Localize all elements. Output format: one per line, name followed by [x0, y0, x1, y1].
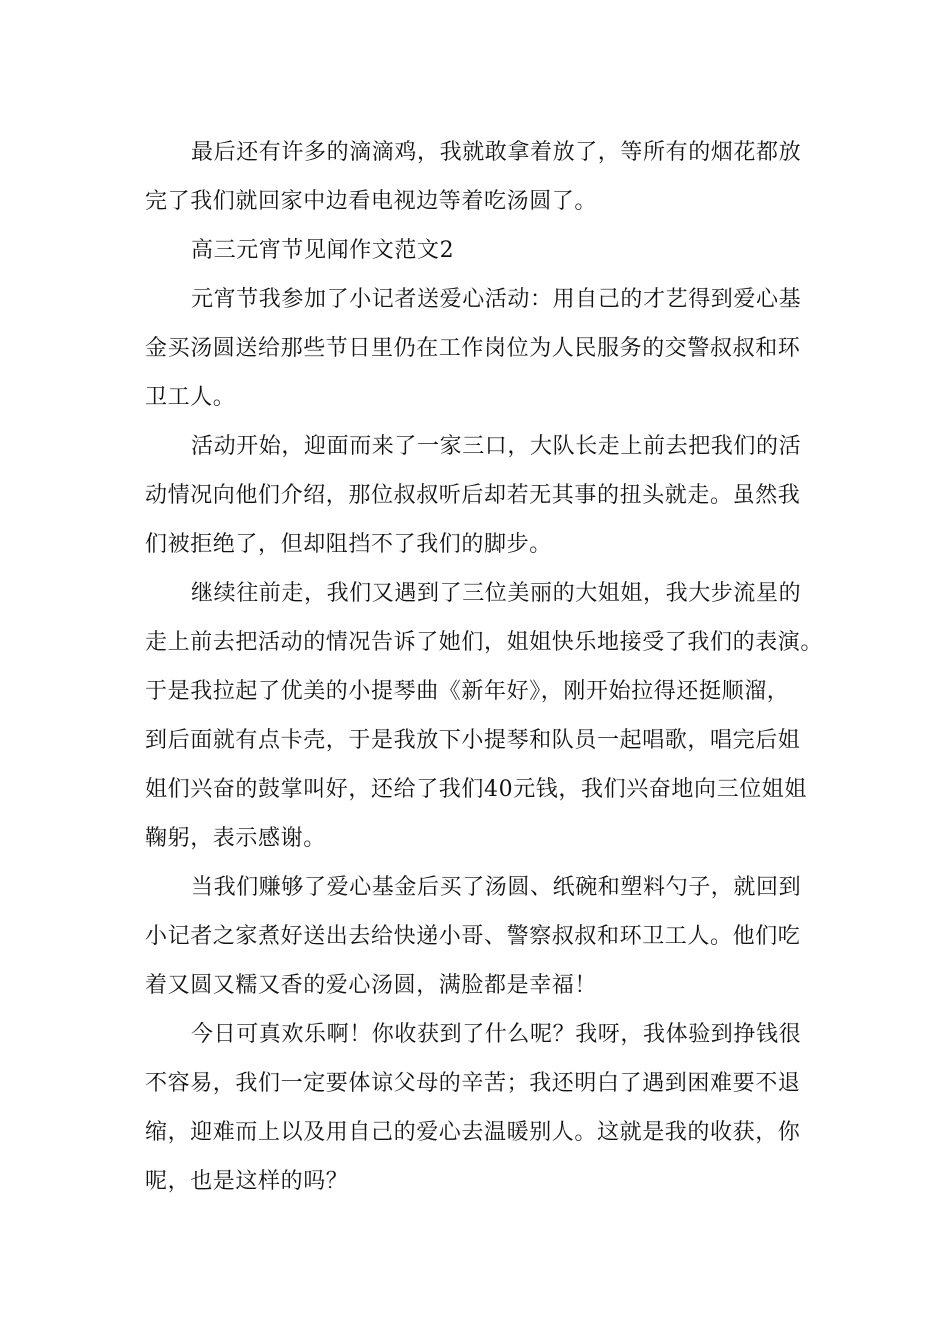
paragraph-reflection	[145, 1010, 810, 1206]
text-line: 呢，也是这样的吗？	[145, 1169, 349, 1194]
paragraph-intro	[145, 275, 810, 422]
paragraph-performance	[145, 569, 824, 863]
text-line: 卫工人。	[145, 385, 236, 410]
text-line: 动情况向他们介绍，那位叔叔听后却若无其事的扭头就走。虽然我	[145, 483, 801, 508]
section-heading	[145, 226, 810, 275]
document-body	[145, 128, 824, 1206]
text-line: 小记者之家煮好送出去给快递小哥、警察叔叔和环卫工人。他们吃	[145, 924, 801, 949]
text-line: 于是我拉起了优美的小提琴曲《新年好》，刚开始拉得还挺顺溜，	[145, 679, 790, 704]
paragraph-delivery	[145, 863, 810, 1010]
text-line: 姐们兴奋的鼓掌叫好，还给了我们40元钱，我们兴奋地向三位姐姐	[145, 777, 807, 802]
text-line: 今日可真欢乐啊！你收获到了什么呢？我呀，我体验到挣钱很	[191, 1022, 802, 1047]
text-line: 元宵节我参加了小记者送爱心活动：用自己的才艺得到爱心基	[191, 287, 802, 312]
heading-line: 高三元宵节见闻作文范文2	[191, 238, 455, 263]
text-line: 缩，迎难而上以及用自己的爱心去温暖别人。这就是我的收获，你	[145, 1120, 801, 1145]
paragraph-fireworks-ending	[145, 128, 810, 226]
text-line: 着又圆又糯又香的爱心汤圆，满脸都是幸福！	[145, 973, 598, 998]
text-line: 完了我们就回家中边看电视边等着吃汤圆了。	[145, 189, 598, 214]
text-line: 到后面就有点卡壳，于是我放下小提琴和队员一起唱歌，唱完后姐	[145, 728, 801, 753]
text-line: 鞠躬，表示感谢。	[145, 826, 326, 851]
text-line: 不容易，我们一定要体谅父母的辛苦；我还明白了遇到困难要不退	[145, 1071, 801, 1096]
text-line: 最后还有许多的滴滴鸡，我就敢拿着放了，等所有的烟花都放	[191, 140, 802, 165]
text-line: 们被拒绝了，但却阻挡不了我们的脚步。	[145, 532, 552, 557]
text-line: 金买汤圆送给那些节日里仍在工作岗位为人民服务的交警叔叔和环	[145, 336, 801, 361]
text-line: 走上前去把活动的情况告诉了她们，姐姐快乐地接受了我们的表演。	[145, 630, 824, 655]
text-line: 继续往前走，我们又遇到了三位美丽的大姐姐，我大步流星的	[191, 581, 802, 606]
paragraph-activity-start	[145, 422, 810, 569]
text-line: 活动开始，迎面而来了一家三口，大队长走上前去把我们的活	[191, 434, 802, 459]
text-line: 当我们赚够了爱心基金后买了汤圆、纸碗和塑料勺子，就回到	[191, 875, 802, 900]
